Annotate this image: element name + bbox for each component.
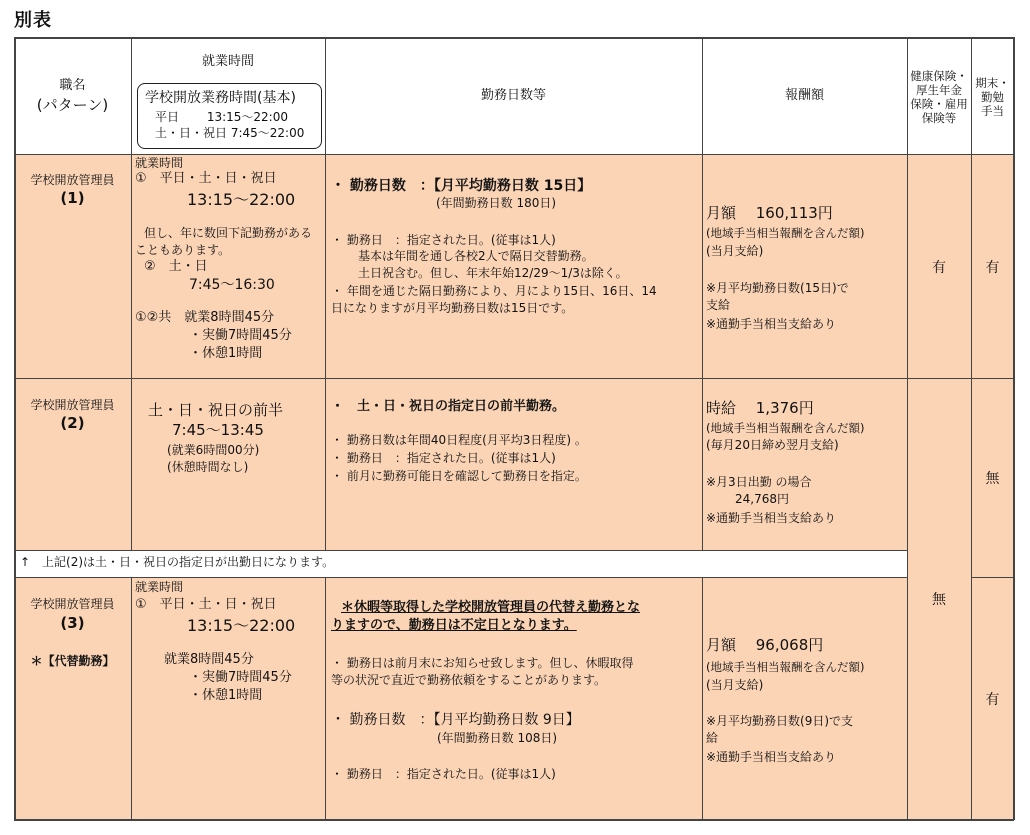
row3-pay-l2: (当月支給): [706, 678, 764, 692]
row3-pay-l3: ※月平均勤務日数(9日)で支: [706, 714, 854, 728]
row1-pay-amount: 月額 160,113円: [706, 204, 833, 222]
row2-pay-l1: (地域手当相当報酬を含んだ額): [706, 421, 865, 435]
row1-divider: [14, 378, 1014, 379]
row2-hours-l1: 土・日・祝日の前半: [148, 401, 284, 419]
row1-days-l7: 日になりますが月平均勤務日数は15日です。: [331, 301, 574, 315]
row1-hours-actual: ・実働7時間45分: [189, 328, 292, 343]
row1-pay-l5: ※通勤手当相当支給あり: [706, 317, 837, 331]
col-divider-1b: [131, 577, 132, 820]
row2-days-l1: ・ 土・日・祝日の指定日の前半勤務。: [331, 399, 566, 414]
insurance-shared: 無: [932, 592, 946, 608]
bonus-divider: [971, 577, 1014, 578]
header-insurance-3: 保険・雇用: [910, 97, 968, 111]
header-job-1: 職名: [59, 78, 86, 93]
row2-days-l4: ・ 前月に勤務可能日を確認して勤務日を指定。: [331, 469, 587, 483]
row2-hours-l2: 7:45～13:45: [172, 421, 264, 439]
row3-days-l3: ・ 勤務日は前月末にお知らせ致します。但し、休暇取得: [331, 656, 634, 670]
row1-days-l5: 土日祝含む。但し、年末年始12/29～1/3は除く。: [358, 266, 628, 280]
row3-days-l1: ＊休暇等取得した学校開放管理員の代替え勤務とな: [341, 600, 641, 615]
table-border-bottom: [14, 819, 1014, 821]
header-insurance-4: 保険等: [921, 111, 957, 125]
header-hours-title: 就業時間: [201, 54, 254, 69]
row3-hours-common: 就業8時間45分: [164, 652, 254, 667]
row1-hours-rest: ・休憩1時間: [189, 346, 263, 361]
row1-hours-p2: ② 土・日: [144, 259, 208, 274]
row1-hours-p1: ① 平日・土・日・祝日: [135, 171, 277, 186]
row1-hours-p2-time: 7:45～16:30: [189, 277, 275, 293]
row3-bonus: 有: [985, 692, 1000, 708]
table-border-top: [14, 37, 1014, 39]
row2-pay-l2: (毎月20日締め翌月支給): [706, 438, 839, 452]
col-divider-1: [131, 37, 132, 550]
basic-hours-title: 学校開放業務時間(基本): [145, 90, 296, 106]
row1-pay-l4: 支給: [706, 298, 731, 312]
header-job-2: (パターン): [36, 96, 109, 114]
row3-hours-label: 就業時間: [135, 580, 184, 594]
row3-substitute: ＊【代替勤務】: [30, 654, 115, 668]
row1-num: (1): [60, 189, 85, 207]
row2-pay-l5: ※通勤手当相当支給あり: [706, 511, 837, 525]
header-divider: [14, 154, 1014, 155]
row3-pay-l4: 給: [706, 731, 719, 745]
row3-hours-p1: ① 平日・土・日・祝日: [135, 597, 277, 612]
header-insurance-1: 健康保険・: [910, 69, 968, 83]
row3-days-l2: りますので、勤務日は不定日となります。: [331, 618, 577, 633]
row3-days-l7: ・ 勤務日 ：指定された日。(従事は1人): [331, 767, 556, 781]
row3-days-l4: 等の状況で直近で勤務依頼をすることがあります。: [331, 673, 607, 687]
row3-pay-amount: 月額 96,068円: [706, 636, 824, 654]
row2-pay-l3: ※月3日出勤 の場合: [706, 475, 812, 489]
row1-days-l4: 基本は年間を通し各校2人で隔日交替勤務。: [358, 249, 594, 263]
row1-hours-p1-time: 13:15～22:00: [187, 190, 296, 209]
row2-bonus: 無: [985, 471, 1000, 487]
col-divider-3b: [702, 577, 703, 820]
row1-days-l3: ・ 勤務日 ：指定された日。(従事は1人): [331, 233, 556, 247]
row3-pay-l1: (地域手当相当報酬を含んだ額): [706, 660, 865, 674]
row3-hours-rest: ・休憩1時間: [189, 688, 263, 703]
row1-insurance: 有: [932, 260, 946, 276]
row3-days-l5: ・ 勤務日数 ：【月平均勤務日数 9日】: [331, 712, 580, 728]
insurance-shared-background: [907, 550, 1014, 577]
col-divider-2: [325, 37, 326, 550]
header-bonus-1: 期末・: [975, 76, 1010, 90]
row1-job: 学校開放管理員: [30, 173, 115, 187]
header-days: 勤務日数等: [480, 88, 546, 103]
row2-job: 学校開放管理員: [30, 398, 115, 412]
basic-hours-weekend: 土・日・祝日 7:45～22:00: [155, 126, 305, 140]
header-bonus-2: 勤勉: [981, 90, 1004, 104]
row3-job: 学校開放管理員: [30, 597, 115, 611]
row1-pay-l3: ※月平均勤務日数(15日)で: [706, 281, 849, 295]
row2-hours-l3: (就業6時間00分): [167, 443, 260, 457]
row2-hours-l4: (休憩時間なし): [167, 460, 249, 474]
row2-days-l2: ・ 勤務日数は年間40日程度(月平均3日程度) 。: [331, 433, 587, 447]
row3-hours-p1-time: 13:15～22:00: [187, 616, 296, 635]
page-title: 別表: [14, 10, 52, 31]
header-pay: 報酬額: [784, 88, 824, 103]
header-bonus-3: 手当: [981, 104, 1004, 118]
row2-num: (2): [60, 414, 85, 432]
row3-num: (3): [60, 614, 85, 632]
row3-days-l6: (年間勤務日数 108日): [437, 731, 558, 745]
row1-pay-l1: (地域手当相当報酬を含んだ額): [706, 226, 865, 240]
row1-hours-common: ①②共 就業8時間45分: [135, 310, 275, 325]
basic-hours-weekday: 平日 13:15～22:00: [155, 110, 288, 124]
row1-days-l1: ・ 勤務日数 ：【月平均勤務日数 15日】: [331, 178, 592, 194]
note-divider: [14, 577, 907, 578]
col-divider-4: [907, 37, 908, 820]
header-insurance-2: 厚生年金: [916, 83, 962, 97]
col-divider-2b: [325, 577, 326, 820]
row2-days-l3: ・ 勤務日 ：指定された日。(従事は1人): [331, 451, 556, 465]
row2-divider: [14, 550, 907, 551]
row2-pay-l4: 24,768円: [735, 492, 789, 506]
row1-hours-note2: こともあります。: [135, 243, 231, 257]
row1-pay-l2: (当月支給): [706, 244, 764, 258]
row2-pay-amount: 時給 1,376円: [706, 399, 814, 417]
row1-hours-label: 就業時間: [135, 156, 184, 170]
row1-days-l2: (年間勤務日数 180日): [436, 196, 557, 210]
row3-hours-actual: ・実働7時間45分: [189, 670, 292, 685]
row3-pay-l5: ※通勤手当相当支給あり: [706, 750, 837, 764]
col-divider-3: [702, 37, 703, 550]
row1-bonus: 有: [985, 260, 1000, 276]
row1-hours-note1: 但し、年に数回下記勤務がある: [144, 226, 313, 240]
note-row: ↑ 上記(2)は土・日・祝日の指定日が出勤日になります。: [20, 555, 335, 569]
row1-days-l6: ・ 年間を通じた隔日勤務により、月により15日、16日、14: [331, 284, 657, 298]
